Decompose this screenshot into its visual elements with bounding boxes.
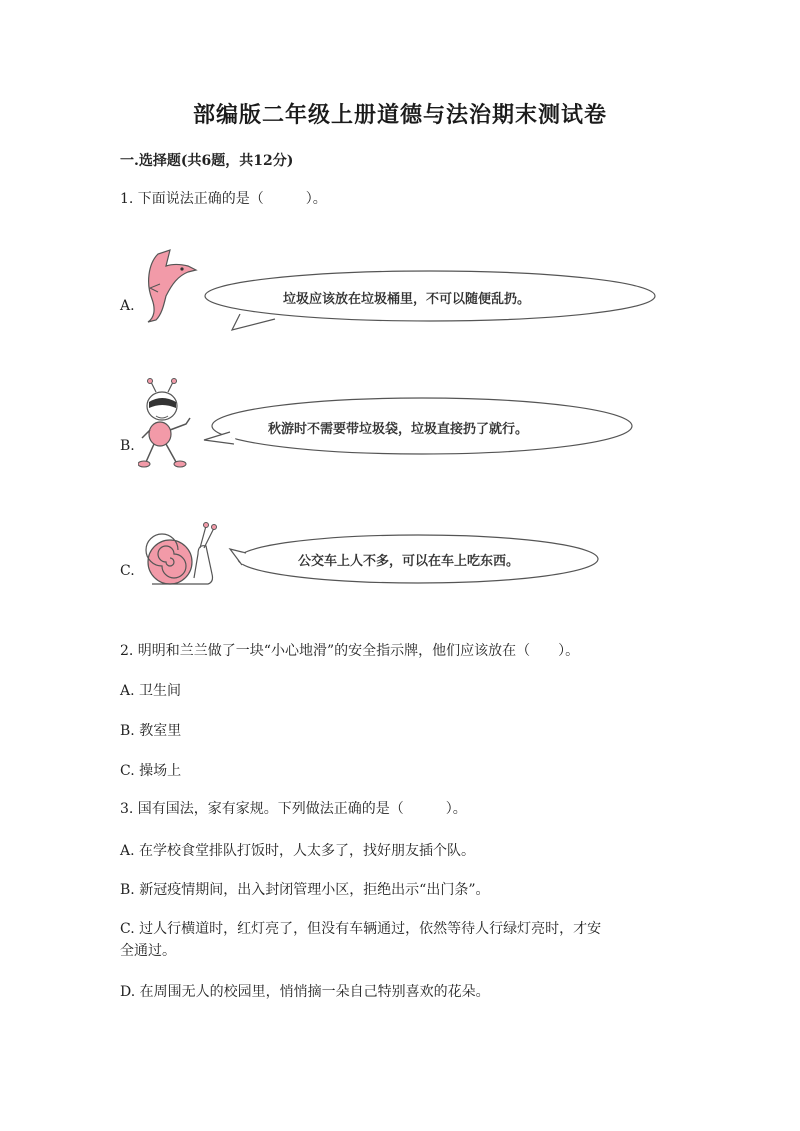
dolphin-icon	[138, 244, 200, 326]
ant-icon	[138, 378, 200, 473]
q1-option-c-label: C.	[120, 563, 135, 579]
snail-icon	[142, 518, 222, 590]
q3-option-b: B. 新冠疫情期间，出入封闭管理小区，拒绝出示“出门条”。	[120, 882, 490, 898]
q1-option-a-speech: 垃圾应该放在垃圾桶里，不可以随便乱扔。	[283, 292, 531, 307]
question-1-stem: 1. 下面说法正确的是（ ）。	[120, 191, 327, 207]
q2-option-a: A. 卫生间	[120, 683, 182, 699]
q2-option-c: C. 操场上	[120, 763, 182, 779]
q1-option-b-speech: 秋游时不需要带垃圾袋，垃圾直接扔了就行。	[268, 422, 529, 437]
q3-option-c-continued: 全通过。	[120, 943, 176, 959]
q3-option-a: A. 在学校食堂排队打饭时，人太多了，找好朋友插个队。	[120, 843, 476, 859]
section-heading: 一.选择题(共6题，共12分)	[120, 153, 294, 169]
question-2-stem: 2. 明明和兰兰做了一块“小心地滑”的安全指示牌，他们应该放在（ ）。	[120, 643, 580, 659]
q1-option-a-label: A.	[120, 298, 135, 314]
question-3-stem: 3. 国有国法，家有家规。下列做法正确的是（ ）。	[120, 801, 467, 817]
q3-option-d: D. 在周围无人的校园里，悄悄摘一朵自己特别喜欢的花朵。	[120, 984, 490, 1000]
q1-option-b-label: B.	[120, 438, 135, 454]
page-title: 部编版二年级上册道德与法治期末测试卷	[192, 102, 607, 128]
q2-option-b: B. 教室里	[120, 723, 182, 739]
q1-option-c-speech: 公交车上人不多，可以在车上吃东西。	[298, 554, 520, 569]
q3-option-c: C. 过人行横道时，红灯亮了，但没有车辆通过，依然等待人行绿灯亮时，才安	[120, 921, 602, 937]
